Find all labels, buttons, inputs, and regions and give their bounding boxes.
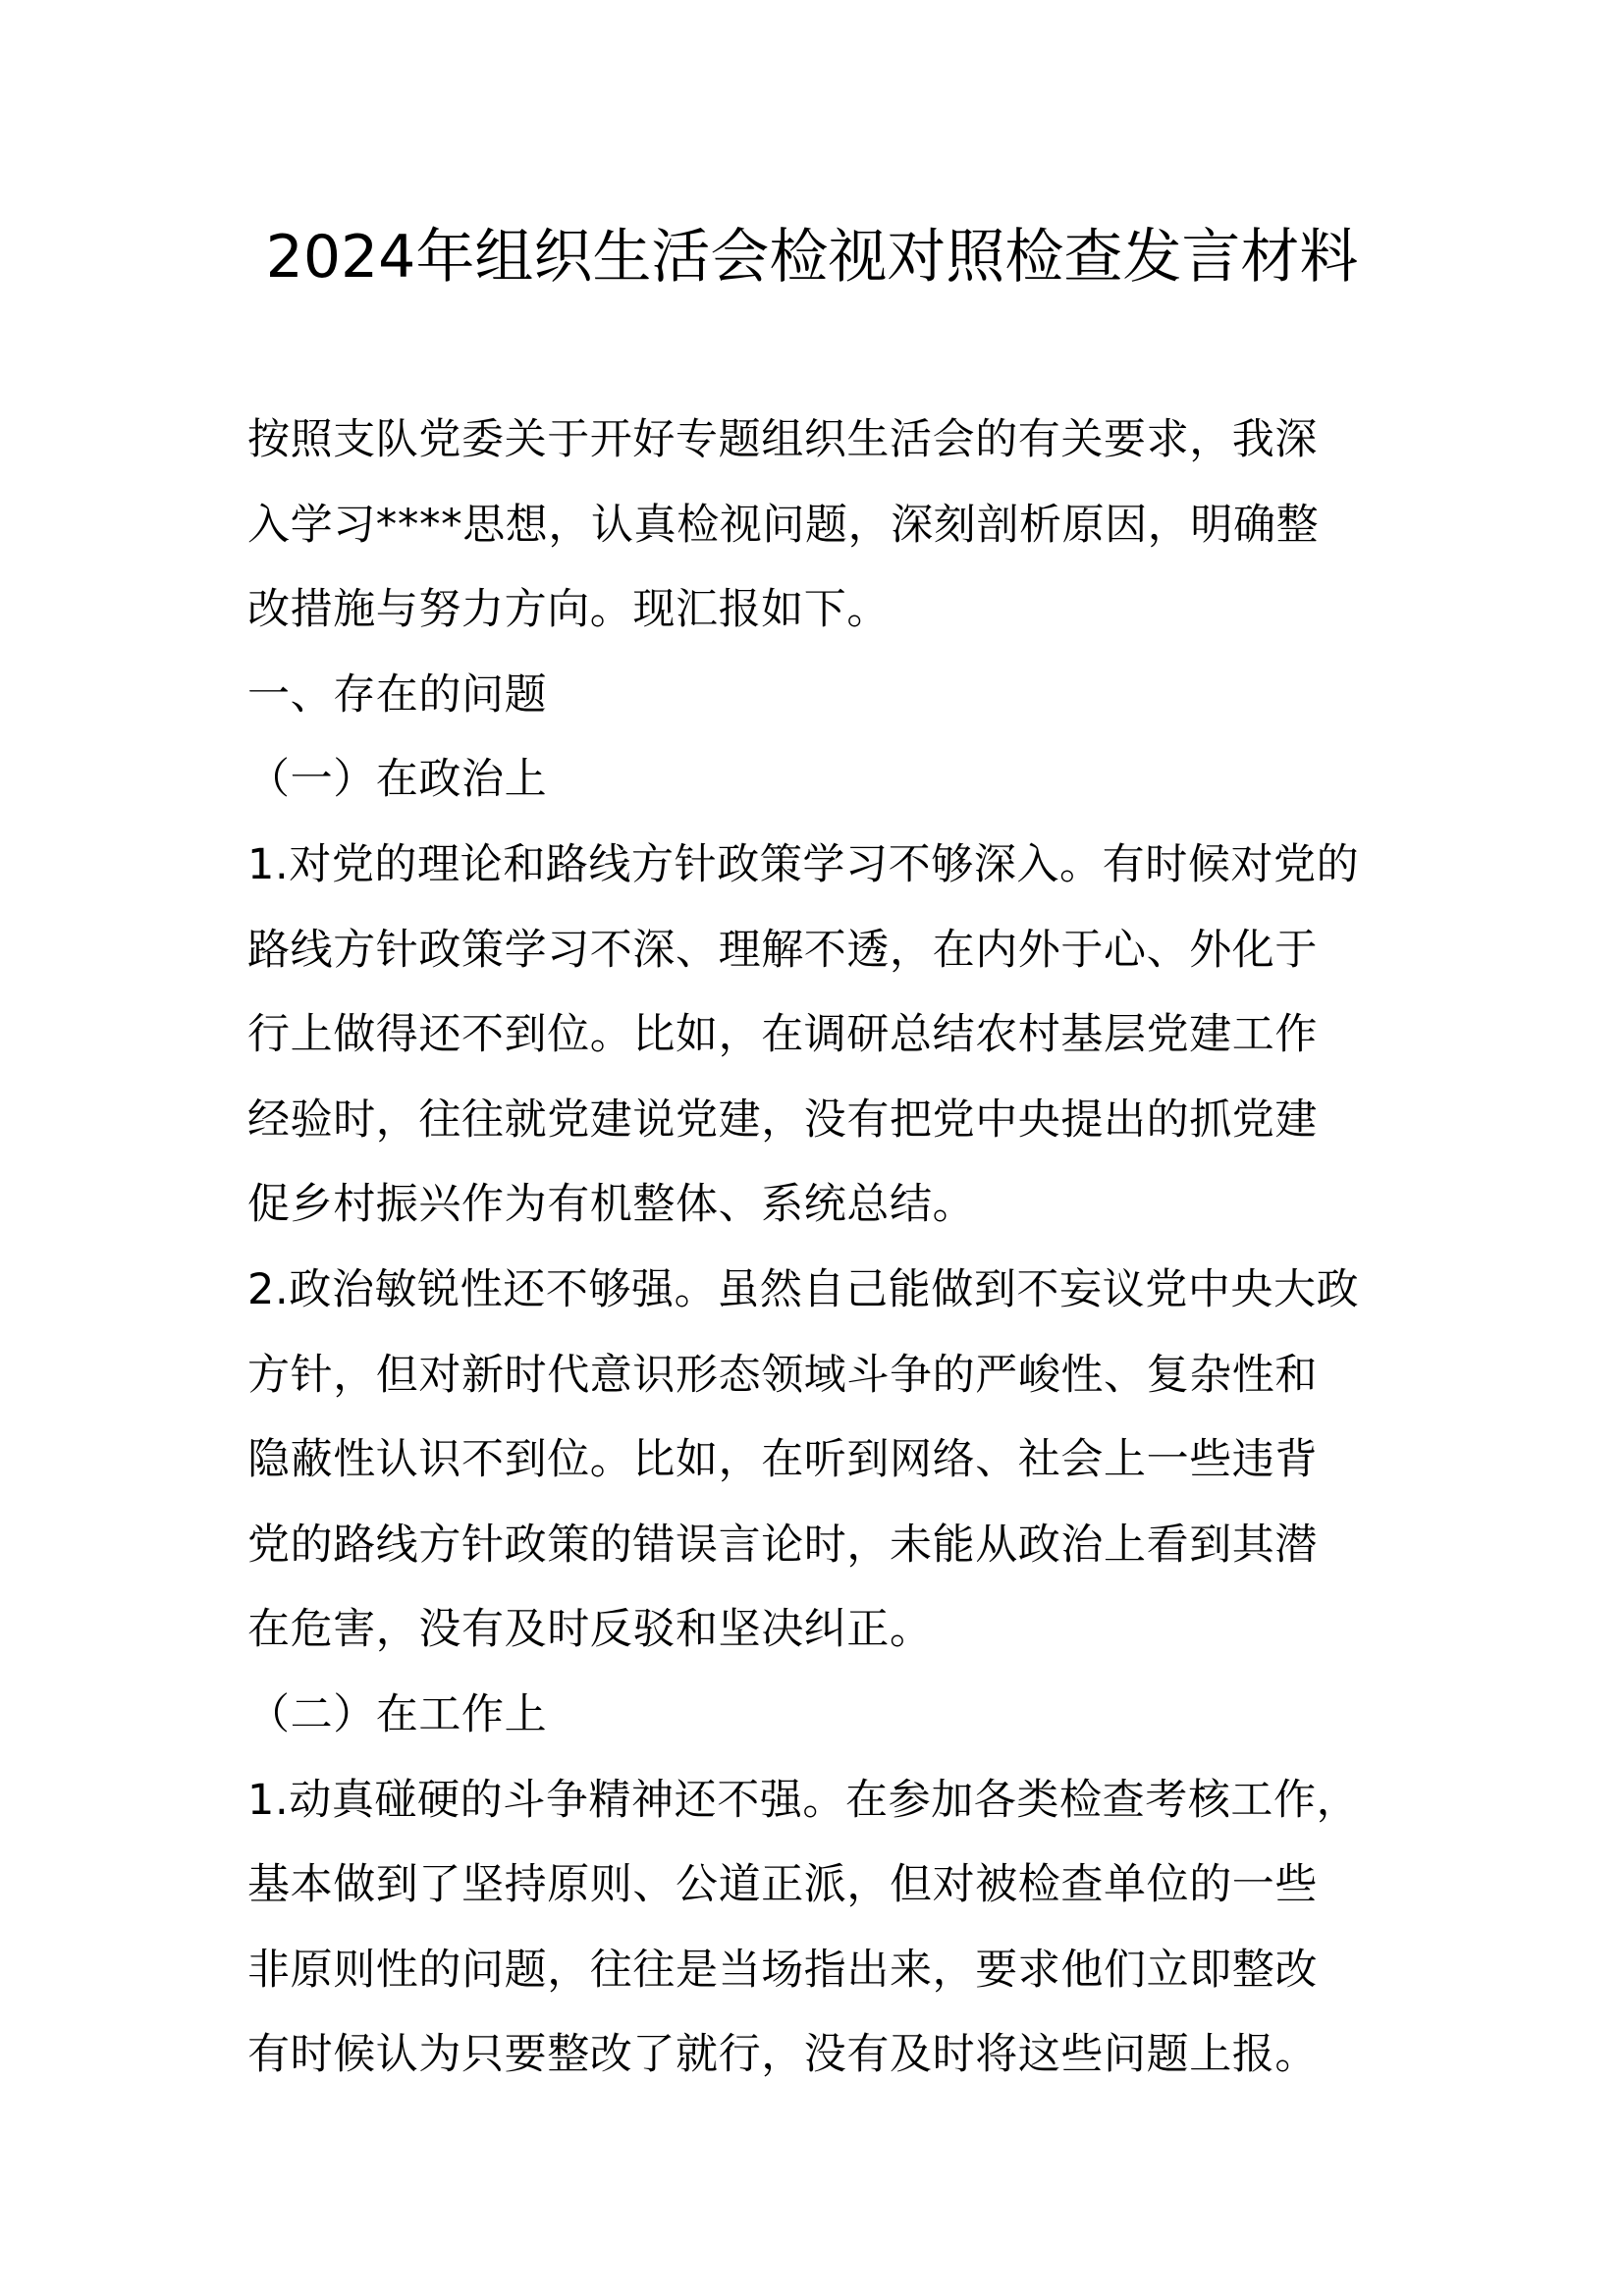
paragraph-line: 有时候认为只要整改了就行，没有及时将这些问题上报。 [247, 2030, 1318, 2080]
paragraph-line: 促乡村振兴作为有机整体、系统总结。 [247, 1180, 976, 1230]
subsection-heading-political: （一）在政治上 [247, 755, 548, 805]
section-heading-problems: 一、存在的问题 [247, 669, 548, 720]
paragraph-line: 非原则性的问题，往往是当场指出来，要求他们立即整改 [247, 1945, 1318, 1995]
paragraph-line: 基本做到了坚持原则、公道正派，但对被检查单位的一些 [247, 1860, 1318, 1910]
paragraph-line: 2.政治敏锐性还不够强。虽然自己能做到不妄议党中央大政 [247, 1264, 1360, 1314]
paragraph-line: 行上做得还不到位。比如，在调研总结农村基层党建工作 [247, 1010, 1318, 1060]
paragraph-line: 1.动真碰硬的斗争精神还不强。在参加各类检查考核工作， [247, 1775, 1360, 1825]
paragraph-line: 在危害，没有及时反驳和坚决纠正。 [247, 1605, 933, 1655]
paragraph-line: 隐蔽性认识不到位。比如，在听到网络、社会上一些违背 [247, 1435, 1318, 1485]
intro-line: 改措施与努力方向。现汇报如下。 [247, 585, 890, 635]
subsection-heading-work: （二）在工作上 [247, 1689, 548, 1739]
paragraph-line: 党的路线方针政策的错误言论时，未能从政治上看到其潜 [247, 1520, 1318, 1570]
document-body [247, 398, 1396, 2098]
paragraph-line: 方针，但对新时代意识形态领域斗争的严峻性、复杂性和 [247, 1350, 1318, 1400]
document-title: 2024年组织生活会检视对照检查发言材料 [265, 223, 1359, 292]
paragraph-line: 经验时，往往就党建说党建，没有把党中央提出的抓党建 [247, 1095, 1318, 1145]
intro-line: 按照支队党委关于开好专题组织生活会的有关要求，我深 [247, 415, 1318, 464]
intro-line: 入学习****思想，认真检视问题，深刻剖析原因，明确整 [247, 500, 1320, 550]
paragraph-line: 路线方针政策学习不深、理解不透，在内外于心、外化于 [247, 925, 1318, 975]
paragraph-line: 1.对党的理论和路线方针政策学习不够深入。有时候对党的 [247, 839, 1360, 889]
